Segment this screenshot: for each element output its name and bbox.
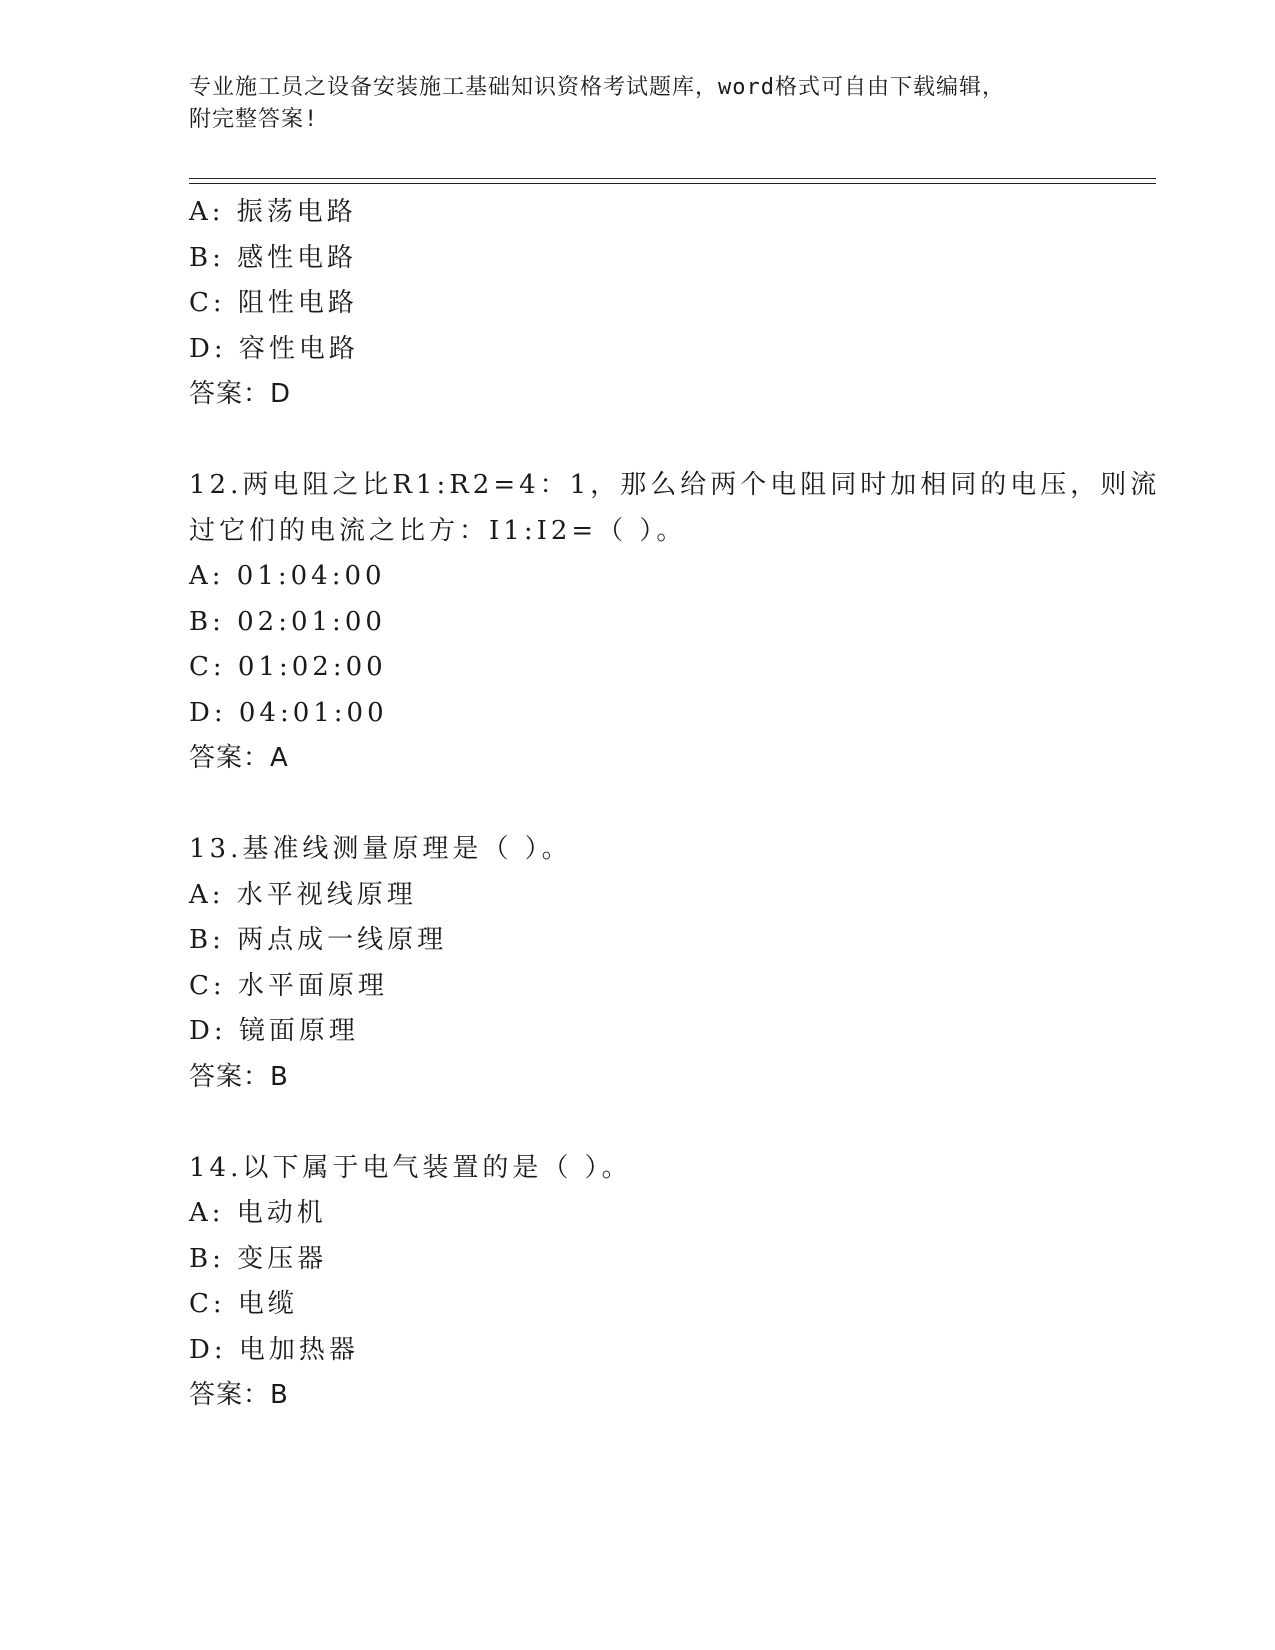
option-d: D: 镜面原理: [189, 1016, 359, 1046]
answer-label: 答案：B: [189, 1061, 289, 1092]
question-text: 13.基准线测量原理是（ ）。: [189, 834, 572, 864]
option-b: B: 变压器: [189, 1243, 328, 1274]
question-text-line-1: 12.两电阻之比R1:R2=4：1，那么给两个电阻同时加相同的电压，则流: [189, 470, 1161, 500]
question-list: [189, 190, 1161, 1419]
answer-label: 答案：D: [189, 379, 292, 409]
answer-label: 答案：A: [189, 743, 289, 773]
document-header: [189, 72, 1089, 136]
option-b: B: 感性电路: [189, 242, 358, 273]
option-c: C: 电缆: [189, 1289, 298, 1319]
option-a: A: 电动机: [189, 1198, 327, 1228]
option-d: D: 电加热器: [189, 1334, 359, 1365]
option-b: B: 两点成一线原理: [189, 925, 448, 955]
spacer: [189, 418, 1109, 464]
option-d: D: 容性电路: [189, 333, 359, 364]
option-a: A: 振荡电路: [189, 197, 357, 227]
question-block-12: [189, 463, 1161, 782]
spacer: [189, 1100, 1109, 1146]
question-text: 14.以下属于电气装置的是（ ）。: [189, 1152, 632, 1183]
question-block-11: [189, 190, 1109, 418]
option-a: A: 水平视线原理: [189, 879, 417, 910]
header-line-2: 附完整答案!: [189, 107, 319, 132]
header-divider-bottom: [189, 183, 1156, 184]
option-c: C: 01:02:00: [189, 652, 387, 682]
question-block-13: [189, 827, 1109, 1100]
question-text-line-2: 过它们的电流之比方：I1:I2=（ ）。: [189, 515, 687, 546]
option-c: C: 阻性电路: [189, 288, 358, 318]
option-c: C: 水平面原理: [189, 970, 388, 1001]
question-block-14: [189, 1146, 1109, 1419]
option-d: D: 04:01:00: [189, 697, 388, 728]
header-divider-top: [189, 178, 1156, 179]
option-a: A: 01:04:00: [189, 561, 386, 591]
spacer: [189, 782, 1109, 828]
answer-label: 答案：B: [189, 1380, 289, 1410]
option-b: B: 02:01:00: [189, 606, 386, 637]
header-line-1: 专业施工员之设备安装施工基础知识资格考试题库，word格式可自由下载编辑，: [189, 75, 1005, 100]
